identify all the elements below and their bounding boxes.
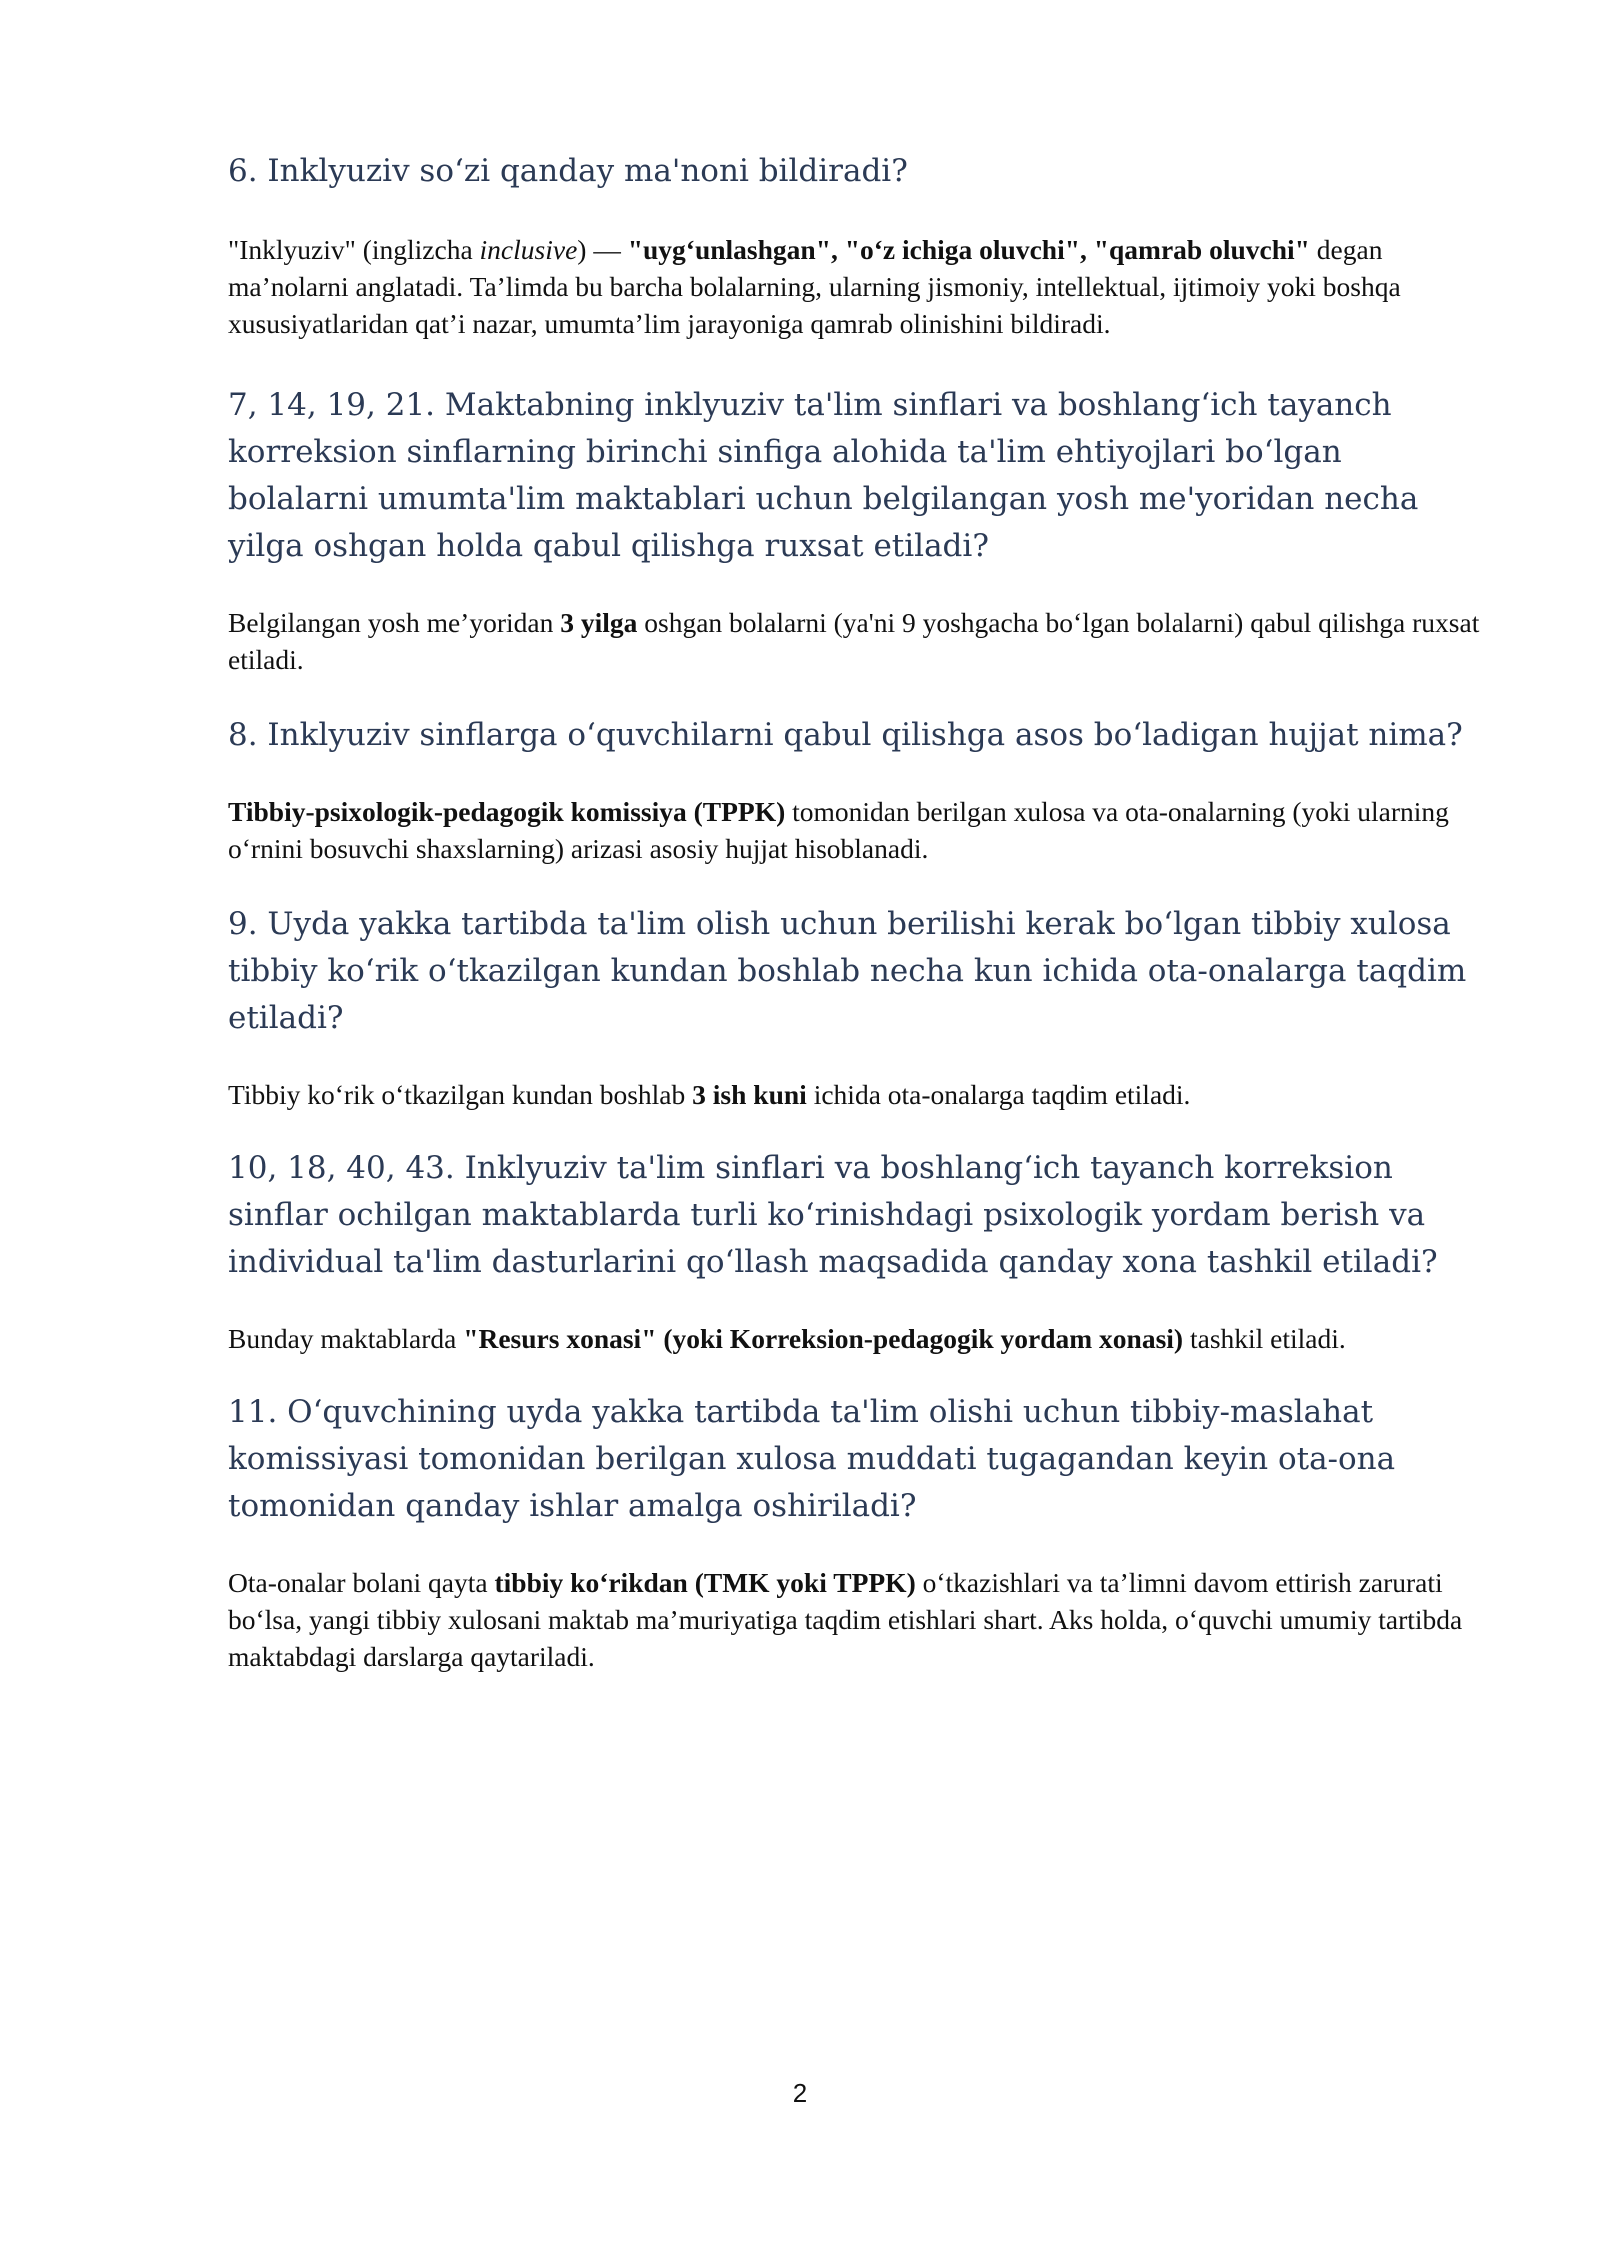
answer-bold-term: "Resurs xonasi" (yoki Korreksion-pedagogik yordam xonasi) [463, 1323, 1184, 1354]
answer-6 [228, 231, 1484, 342]
answer-11 [228, 1564, 1484, 1675]
answer-text: tomonidan berilgan xulosa va ota-onalarning (yoki ularning o‘rnini bosuvchi shaxslarning) arizasi asosiy hujjat hisoblanadi. [228, 796, 1449, 864]
answer-italic-term: inclusive [479, 234, 578, 265]
question-11: 11. O‘quvchining uyda yakka tartibda ta'lim olishi uchun tibbiy-maslahat komissiyasi tomonidan berilgan xulosa muddati tugagandan keyin ota-ona tomonidan qanday ishlar amalga oshiriladi? [228, 1394, 1396, 1524]
question-9: 9. Uyda yakka tartibda ta'lim olish uchun berilishi kerak bo‘lgan tibbiy xulosa tibbiy ko‘rik o‘tkazilgan kundan boshlab necha kun ichida ota-onalarga taqdim etiladi? [228, 906, 1467, 1036]
answer-text: ichida ota-onalarga taqdim etiladi. [806, 1079, 1191, 1110]
answer-7 [228, 604, 1484, 678]
answer-bold-term: Tibbiy-psixologik-pedagogik komissiya (TPPK) [228, 796, 786, 827]
question-7: 7, 14, 19, 21. Maktabning inklyuziv ta'lim sinflari va boshlang‘ich tayanch korreksion sinflarning birinchi sinfiga alohida ta'lim ehtiyojlari bo‘lgan bolalarni umumta'lim maktablari uchun belgilangan yosh me'yoridan necha yilga oshgan holda qabul qilishga ruxsat etiladi? [228, 387, 1419, 564]
question-8: 8. Inklyuziv sinflarga o‘quvchilarni qabul qilishga asos bo‘ladigan hujjat nima? [228, 717, 1463, 753]
answer-text: "Inklyuziv" (inglizcha [228, 234, 480, 265]
answer-bold-term: 3 yilga [560, 607, 638, 638]
answer-10 [228, 1320, 1484, 1357]
document-page [228, 148, 1484, 1675]
answer-text: ) — [577, 234, 628, 265]
answer-bold-term: tibbiy ko‘rikdan (TMK yoki TPPK) [494, 1567, 916, 1598]
answer-text: Bunday maktablarda [228, 1323, 464, 1354]
answer-bold-term: "uyg‘unlashgan", "o‘z ichiga oluvchi", "qamrab oluvchi" [627, 234, 1310, 265]
answer-text: oshgan bolalarni (ya'ni 9 yoshgacha bo‘lgan bolalarni) qabul qilishga ruxsat etiladi. [228, 607, 1480, 675]
answer-8 [228, 793, 1484, 867]
question-10: 10, 18, 40, 43. Inklyuziv ta'lim sinflari va boshlang‘ich tayanch korreksion sinflar ochilgan maktablarda turli ko‘rinishdagi psixologik yordam berish va individual ta'lim dasturlarini qo‘llash maqsadida qanday xona tashkil etiladi? [228, 1150, 1438, 1280]
answer-text: Ota-onalar bolani qayta [228, 1567, 495, 1598]
answer-bold-term: 3 ish kuni [692, 1079, 807, 1110]
question-6: 6. Inklyuziv so‘zi qanday ma'noni bildiradi? [228, 153, 908, 189]
answer-9 [228, 1076, 1484, 1113]
answer-text: Belgilangan yosh me’yoridan [228, 607, 561, 638]
answer-text: o‘tkazishlari va ta’limni davom ettirish zarurati bo‘lsa, yangi tibbiy xulosani maktab ma’muriyatiga taqdim etishlari shart. Aks holda, o‘quvchi umumiy tartibda maktabdagi darslarga qaytariladi. [228, 1567, 1463, 1672]
answer-text: degan ma’nolarni anglatadi. Ta’limda bu barcha bolalarning, ularning jismoniy, intellektual, ijtimoiy yoki boshqa xususiyatlaridan qat’i nazar, umumta’lim jarayoniga qamrab olinishini bildiradi. [228, 234, 1401, 339]
page-number: 2 [792, 2078, 808, 2108]
answer-text: tashkil etiladi. [1183, 1323, 1346, 1354]
answer-text: Tibbiy ko‘rik o‘tkazilgan kundan boshlab [228, 1079, 693, 1110]
